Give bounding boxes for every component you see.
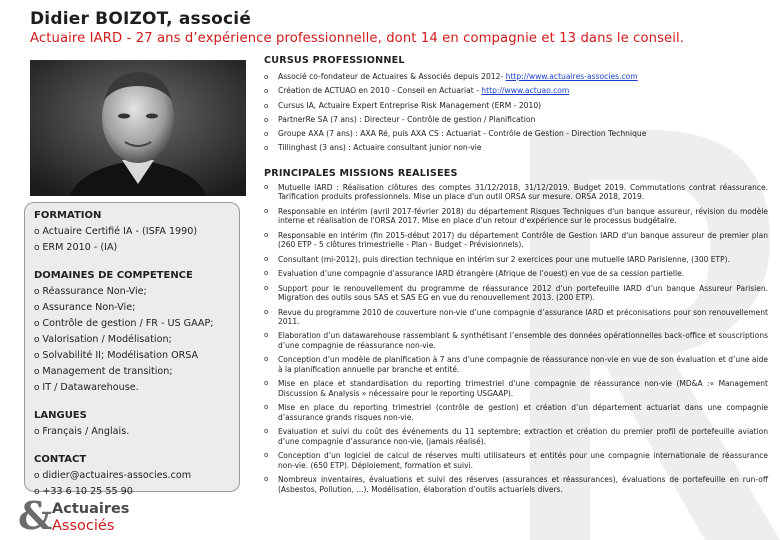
- list-item: o Mise en place du reporting trimestriel (contrôle de gestion) et création d’un département actuariat dans une compagnie d’assurance grands risques non-vie.: [264, 403, 768, 422]
- list-item: o Assurance Non-Vie;: [34, 300, 230, 316]
- sidebar-info-panel: [24, 202, 240, 497]
- list-item: o Responsable en intérim (avril 2017-février 2018) du département Risques Techniques d'un banque assureur, révision du modèle interne et réalisation de l'ORSA 2017. Mise en place d'un retour d'expérience sur le processus budgétaire.: [264, 207, 768, 226]
- list-item: o Support pour le renouvellement du programme de réassurance 2012 d’un portefeuille IARD d’un banque Assureur Parisien. Migration des outils sous SAS et SAS EG en vue du renouvellement 2013. (200 ETP).: [264, 284, 768, 303]
- main-content: [264, 55, 768, 499]
- list-item: o Tillinghast (3 ans) : Actuaire consultant junior non-vie: [264, 141, 768, 155]
- domaines-list: [34, 284, 230, 396]
- list-item: o Groupe AXA (7 ans) : AXA Ré, puis AXA CS : Actuariat - Contrôle de Gestion - Direction Technique: [264, 127, 768, 141]
- logo-ampersand: &: [18, 493, 53, 538]
- logo-line2: Associés: [52, 518, 115, 534]
- contact-phone[interactable]: o +33 6 10 25 55 90: [34, 484, 230, 500]
- list-item: o Elaboration d’un datawarehouse rassemblant & synthétisant l’ensemble des données opérationnelles back-office et souscriptions d’une compagnie de réassurance non-vie.: [264, 331, 768, 350]
- website-link[interactable]: http://www.actuaires-associes.com: [505, 72, 638, 81]
- list-item: o Conception d’un modèle de planification à 7 ans d’une compagnie de réassurance non-vie en vue de son évaluation et d’une aide à la planification annuelle par branche et entité.: [264, 355, 768, 374]
- logo-line1: Actuaires: [52, 501, 130, 517]
- list-item: o Management de transition;: [34, 364, 230, 380]
- cursus-title: CURSUS PROFESSIONNEL: [264, 55, 405, 66]
- list-item: o Création de ACTUAO en 2010 - Conseil en Actuariat - http://www.actuao.com: [264, 84, 768, 98]
- list-item: o Responsable en intérim (fin 2015-début 2017) du département Contrôle de Gestion IARD d'un banque assureur de premier plan (260 ETP - 5 clôtures trimestrielle - Plan - Budget - Prévisionnels).: [264, 231, 768, 250]
- domaines-title: DOMAINES DE COMPETENCE: [34, 270, 193, 281]
- list-item: o Mutuelle IARD : Réalisation clôtures des comptes 31/12/2018, 31/12/2019. Budget 2019. Commutations contrat réassurance. Tarification produits professionnels. Mise un place d'un outil ORSA sur mesure. ORSA 2018, 2019.: [264, 183, 768, 202]
- company-logo: [18, 493, 178, 538]
- list-item: o Evaluation d’une compagnie d’assurance IARD étrangère (Afrique de l’ouest) en vue de sa cession partielle.: [264, 269, 768, 279]
- list-item: o ERM 2010 - (IA): [34, 240, 230, 256]
- profile-photo: [30, 60, 246, 196]
- list-item: o PartnerRe SA (7 ans) : Directeur - Contrôle de gestion / Planification: [264, 113, 768, 127]
- contact-email[interactable]: o didier@actuaires-associes.com: [34, 468, 230, 484]
- list-item: o Mise en place et standardisation du reporting trimestriel d’une compagnie de réassurance non-vie (MD&A :« Management Discussion & Analysis » nécessaire pour le reporting USGAAP).: [264, 379, 768, 398]
- list-item: o Nombreux inventaires, évaluations et suivi des réserves (assurances et réassurances), évaluations de portefeuille en run-off (Asbestos, Pollution, ...). Modélisation, élaboration d’outils actuariels divers.: [264, 475, 768, 494]
- list-item: o Revue du programme 2010 de couverture non-vie d’une compagnie d’assurance IARD et préconisations pour son renouvellement 2011.: [264, 308, 768, 327]
- header: [30, 9, 770, 46]
- list-item: o Associé co-fondateur de Actuaires & Associés depuis 2012- http://www.actuaires-associes.com: [264, 70, 768, 84]
- list-item: o Solvabilité II; Modélisation ORSA: [34, 348, 230, 364]
- contact-title: CONTACT: [34, 454, 87, 465]
- langues-list: [34, 424, 230, 440]
- subtitle: Actuaire IARD - 27 ans d’expérience professionnelle, dont 14 en compagnie et 13 dans le conseil.: [30, 31, 685, 46]
- list-item: o Consultant (mi-2012), puis direction technique en intérim sur 2 exercices pour une mutuelle IARD Parisienne, (300 ETP).: [264, 255, 768, 265]
- cursus-list: [264, 70, 768, 156]
- list-item: o Réassurance Non-Vie;: [34, 284, 230, 300]
- formation-list: [34, 224, 230, 256]
- langues-title: LANGUES: [34, 410, 87, 421]
- list-item: o Valorisation / Modélisation;: [34, 332, 230, 348]
- list-item: o Contrôle de gestion / FR - US GAAP;: [34, 316, 230, 332]
- contact-list: [34, 468, 230, 500]
- missions-title: PRINCIPALES MISSIONS REALISEES: [264, 167, 458, 179]
- list-item: o Cursus IA, Actuaire Expert Entreprise Risk Management (ERM - 2010): [264, 99, 768, 113]
- list-item: o Français / Anglais.: [34, 424, 230, 440]
- list-item: o Conception d’un logiciel de calcul de réserves multi utilisateurs et entités pour une compagnie internationale de réassurance non-vie. (650 ETP). Déploiement, formation et suivi.: [264, 451, 768, 470]
- website-link[interactable]: http://www.actuao.com: [481, 86, 570, 96]
- formation-title: FORMATION: [34, 210, 102, 221]
- list-item: o IT / Datawarehouse.: [34, 380, 230, 396]
- list-item: o Actuaire Certifié IA - (ISFA 1990): [34, 224, 230, 240]
- list-item: o Evaluation et suivi du coût des événements du 11 septembre; extraction et création du premier profil de portefeuille aviation d’une compagnie d’assurance non-vie, (jamais réalisé).: [264, 427, 768, 446]
- missions-list: [264, 183, 768, 495]
- person-name: Didier BOIZOT, associé: [30, 9, 252, 29]
